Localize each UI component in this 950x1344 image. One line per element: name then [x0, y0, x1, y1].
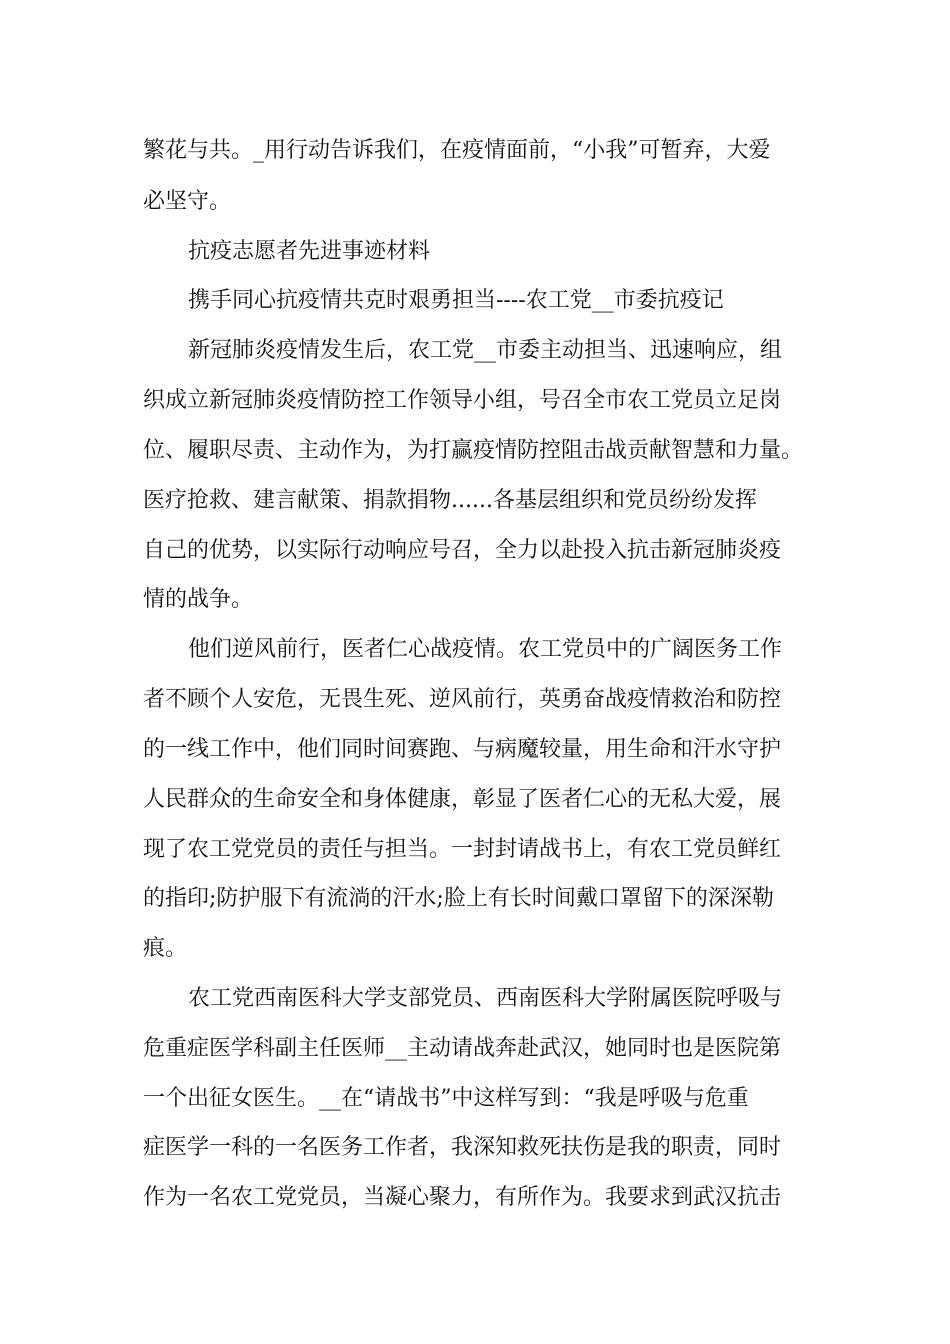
text-line: 症医学一科的一名医务工作者，我深知救死扶伤是我的职责，同时 — [143, 1135, 782, 1160]
text-line: 织成立新冠肺炎疫情防控工作领导小组，号召全市农工党员立足岗 — [143, 388, 782, 413]
text-line: 现了农工党党员的责任与担当。一封封请战书上，有农工党员鲜红 — [143, 837, 782, 862]
text-line: 自己的优势，以实际行动响应号召，全力以赴投入抗击新冠肺炎疫 — [143, 538, 782, 563]
text-line: 情的战争。 — [143, 587, 254, 612]
text-line: 繁花与共。_用行动告诉我们，在疫情面前，“小我”可暂弃，大爱 — [143, 138, 771, 163]
text-line: 一个出征女医生。__在“请战书”中这样写到：“我是呼吸与危重 — [143, 1086, 749, 1111]
text-line: 作为一名农工党党员，当凝心聚力，有所作为。我要求到武汉抗击 — [143, 1185, 782, 1210]
text-line: 危重症医学科副主任医师__主动请战奔赴武汉，她同时也是医院第 — [143, 1036, 782, 1061]
text-line: 医疗抢救、建言献策、捐款捐物......各基层组织和党员纷纷发挥 — [143, 488, 757, 513]
text-line: 的指印;防护服下有流淌的汗水;脸上有长时间戴口罩留下的深深勒 — [143, 886, 774, 911]
section-title: 抗疫志愿者先进事迹材料 — [188, 239, 431, 264]
article-title: 携手同心抗疫情共克时艰勇担当----农工党__市委抗疫记 — [188, 288, 724, 313]
text-line: 新冠肺炎疫情发生后，农工党__市委主动担当、迅速响应，组 — [188, 338, 783, 363]
text-line: 痕。 — [143, 936, 188, 961]
text-line: 人民群众的生命安全和身体健康，彰显了医者仁心的无私大爱，展 — [143, 787, 782, 812]
text-line: 必坚守。 — [143, 189, 232, 214]
text-line: 的一线工作中，他们同时间赛跑、与病魔较量，用生命和汗水守护 — [143, 737, 782, 762]
text-line: 位、履职尽责、主动作为，为打赢疫情防控阻击战贡献智慧和力量。 — [143, 438, 804, 463]
text-line: 者不顾个人安危，无畏生死、逆风前行，英勇奋战疫情救治和防控 — [143, 687, 782, 712]
text-line: 他们逆风前行，医者仁心战疫情。农工党员中的广阔医务工作 — [188, 637, 783, 662]
text-line: 农工党西南医科大学支部党员、西南医科大学附属医院呼吸与 — [188, 986, 783, 1011]
